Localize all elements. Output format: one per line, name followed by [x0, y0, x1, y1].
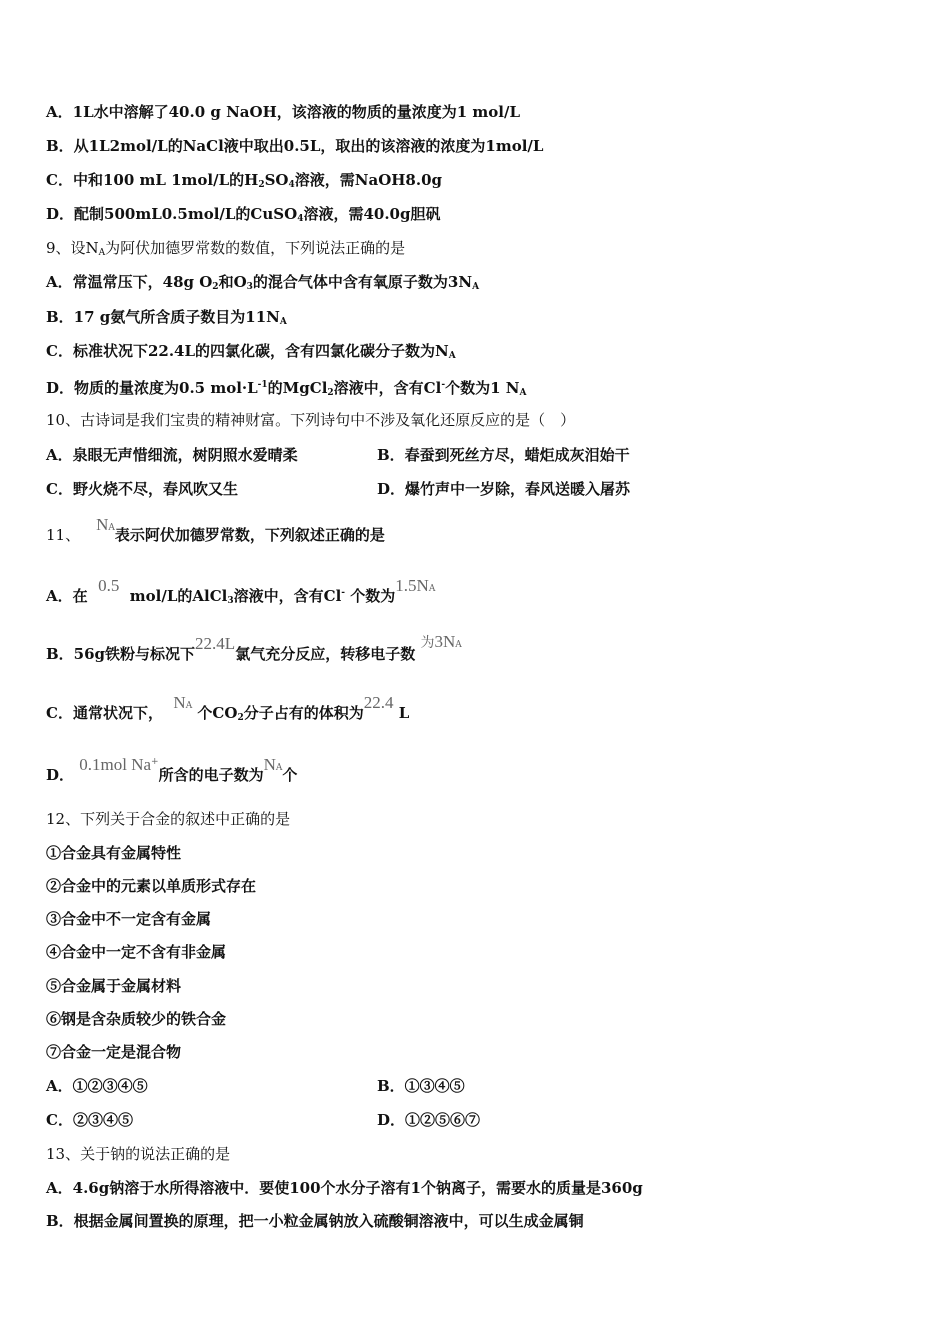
q11-option-d: D． 0.1mol Na+所含的电子数为NA个: [46, 755, 298, 784]
q12-statement: ⑦合金一定是混合物: [46, 1043, 182, 1061]
q11-option-b: B．56g铁粉与标况下22.4L氯气充分反应，转移电子数 为3NA: [46, 632, 462, 663]
q11-option-c: C．通常状况下， NA 个$CO_2$分子占有的体积为22.4 L: [46, 693, 410, 723]
q10-option-a: A．泉眼无声惜细流，树阴照水爱晴柔: [46, 446, 298, 464]
q12-statement: ①合金具有金属特性: [46, 844, 182, 862]
q12-statement: ③合金中不一定含有金属: [46, 910, 212, 928]
q12-option-b: B．①③④⑤: [377, 1077, 465, 1095]
q11-stem: 11、NA表示阿伏加德罗常数，下列叙述正确的是: [46, 515, 385, 544]
q11-option-a: A．在 0.5 mol/L的AlCl$_3$溶液中，含有Cl- 个数为1.5NA: [46, 576, 436, 606]
q9-stem: 9、设$N_A$为阿伏加德罗常数的数值，下列说法正确的是: [46, 239, 406, 258]
q10-option-d: D．爆竹声中一岁除，春风送暖入屠苏: [377, 480, 631, 498]
q13-option-b: B．根据金属间置换的原理，把一小粒金属钠放入硫酸铜溶液中，可以生成金属铜: [46, 1212, 584, 1230]
q8-option-d: D．配制500mL0.5mol/L的CuSO$_4$溶液，需40.0g胆矾: [46, 205, 441, 224]
q8-option-c: C．中和100 mL 1mol/L的$H_2SO_4$溶液，需NaOH8.0g: [46, 171, 443, 190]
q9-option-d: D．物质的量浓度为0.5 $mol\cdot L^{-1}$的MgCl$_2$溶液中，含有Cl-个数为1 $N_A$: [46, 379, 527, 398]
q13-option-a: A．4.6g钠溶于水所得溶液中．要使100个水分子溶有1个钠离子，需要水的质量是360g: [46, 1179, 643, 1197]
q8-option-b: B．从1L2mol/L的NaCl液中取出0.5L，取出的该溶液的浓度为1mol/L: [46, 137, 544, 155]
q12-statement: ④合金中一定不含有非金属: [46, 943, 227, 961]
q12-option-d: D．①②⑤⑥⑦: [377, 1111, 481, 1129]
q12-stem: 12、下列关于合金的叙述中正确的是: [46, 810, 291, 828]
q12-statement: ⑥钢是含杂质较少的铁合金: [46, 1010, 227, 1028]
q13-stem: 13、关于钠的说法正确的是: [46, 1145, 231, 1163]
q12-statement: ②合金中的元素以单质形式存在: [46, 877, 257, 895]
q10-option-c: C．野火烧不尽，春风吹又生: [46, 480, 238, 498]
q8-option-a: A．1L水中溶解了40.0 g NaOH，该溶液的物质的量浓度为1 mol/L: [46, 103, 521, 121]
q12-statement: ⑤合金属于金属材料: [46, 977, 182, 995]
q9-option-a: A．常温常压下，48g $O_2$和$O_3$的混合气体中含有氧原子数为$3N_A$: [46, 273, 480, 292]
q12-option-c: C．②③④⑤: [46, 1111, 133, 1129]
q9-option-b: B．17 g氨气所含质子数目为$11N_A$: [46, 308, 287, 327]
q12-option-a: A．①②③④⑤: [46, 1077, 148, 1095]
q9-option-c: C．标准状况下22.4L的四氯化碳，含有四氯化碳分子数为$N_A$: [46, 342, 456, 361]
q10-stem: 10、古诗词是我们宝贵的精神财富。下列诗句中不涉及氧化还原反应的是（ ）: [46, 411, 576, 429]
q10-option-b: B．春蚕到死丝方尽，蜡炬成灰泪始干: [377, 446, 630, 464]
